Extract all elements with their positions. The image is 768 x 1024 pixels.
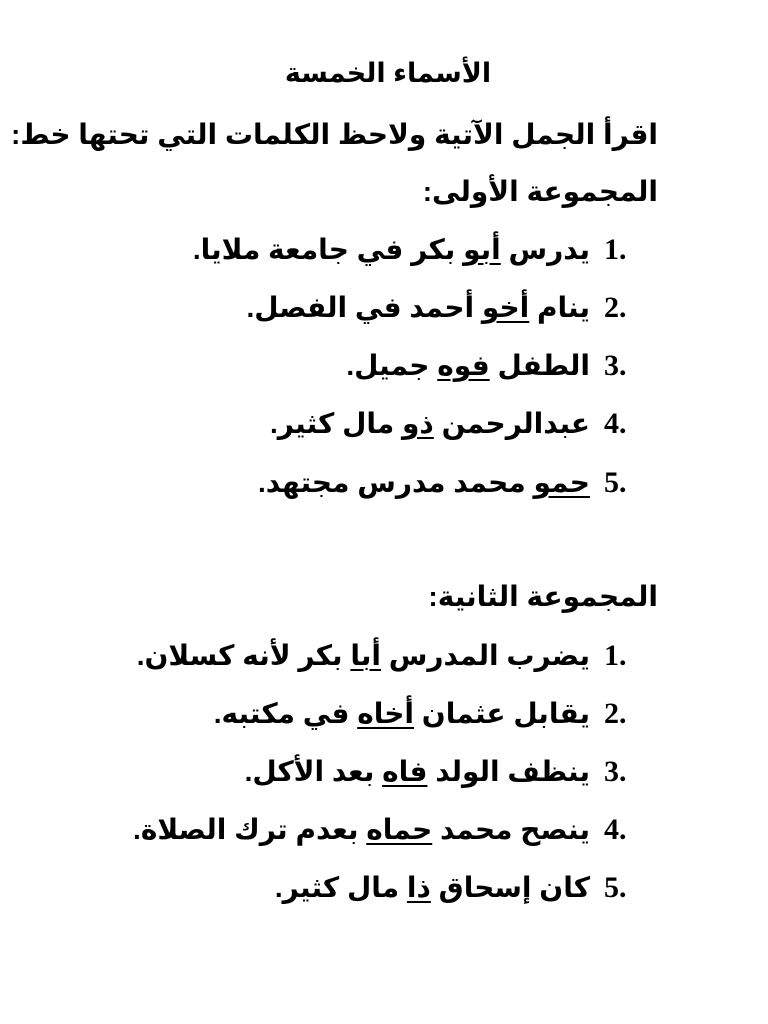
item-sentence [133,813,590,846]
sentence-before: يقابل عثمان [414,698,590,729]
underlined-word: ذو [402,408,434,439]
item-number: 3. [604,349,627,382]
item-number: 4. [604,407,627,440]
list-item [275,871,658,905]
sentence-after: بعدم ترك الصلاة. [133,814,367,845]
sentence-before: ينام [529,292,590,323]
item-sentence [346,349,590,382]
sentence-before: ينظف الولد [427,756,590,787]
instruction-text: اقرأ الجمل الآتية ولاحظ الكلمات التي تحتها خط: [11,119,658,150]
sentence-after: جميل. [346,350,438,381]
underlined-word: أخاه [357,698,415,729]
sentence-before: كان إسحاق [430,872,590,903]
item-number: 3. [604,755,627,788]
sentence-before: الطفل [489,350,590,381]
item-sentence [214,697,590,730]
group-1-heading: المجموعة الأولى: [422,176,658,207]
sentence-before: يضرب المدرس [380,640,590,671]
item-number: 1. [604,639,627,672]
list-item [245,755,658,789]
item-number: 2. [604,291,627,324]
underlined-word: أخو [481,292,530,323]
sentence-after: محمد مدرس مجتهد. [258,467,534,498]
page-title: الأسماء الخمسة [284,58,492,88]
underlined-word: حماه [366,814,433,845]
underlined-word: أبا [350,640,381,671]
group-2-heading: المجموعة الثانية: [428,581,658,612]
list-item [270,407,658,441]
list-item [247,291,658,325]
item-number: 4. [604,813,627,846]
list-item [214,697,658,731]
underlined-word: ذا [406,872,431,903]
item-number: 2. [604,697,627,730]
sentence-before: يدرس [500,234,590,265]
item-number: 5. [604,871,627,904]
item-sentence [137,639,590,672]
list-item [193,233,658,267]
item-sentence [193,233,590,266]
sentence-after: بكر لأنه كسلان. [136,640,351,671]
sentence-after: أحمد في الفصل. [246,292,482,323]
list-item [258,466,658,500]
sentence-before: ينصح محمد [432,814,590,845]
item-sentence [245,755,590,788]
item-number: 5. [604,466,627,499]
item-sentence [258,466,590,499]
sentence-after: بكر في جامعة ملايا. [192,234,464,265]
item-sentence [247,291,590,324]
underlined-word: أبو [463,234,501,265]
underlined-word: حمو [533,467,590,498]
sentence-before: عبدالرحمن [433,408,590,439]
underlined-word: فاه [382,756,428,787]
underlined-word: فوه [437,350,490,381]
list-item [346,349,658,383]
item-sentence [275,871,590,904]
sentence-after: مال كثير. [274,872,407,903]
item-sentence [270,407,590,440]
sentence-after: بعد الأكل. [244,756,383,787]
list-item [133,813,658,847]
item-number: 1. [604,233,627,266]
sentence-after: في مكتبه. [213,698,358,729]
sentence-after: مال كثير. [269,408,403,439]
list-item [137,639,658,673]
